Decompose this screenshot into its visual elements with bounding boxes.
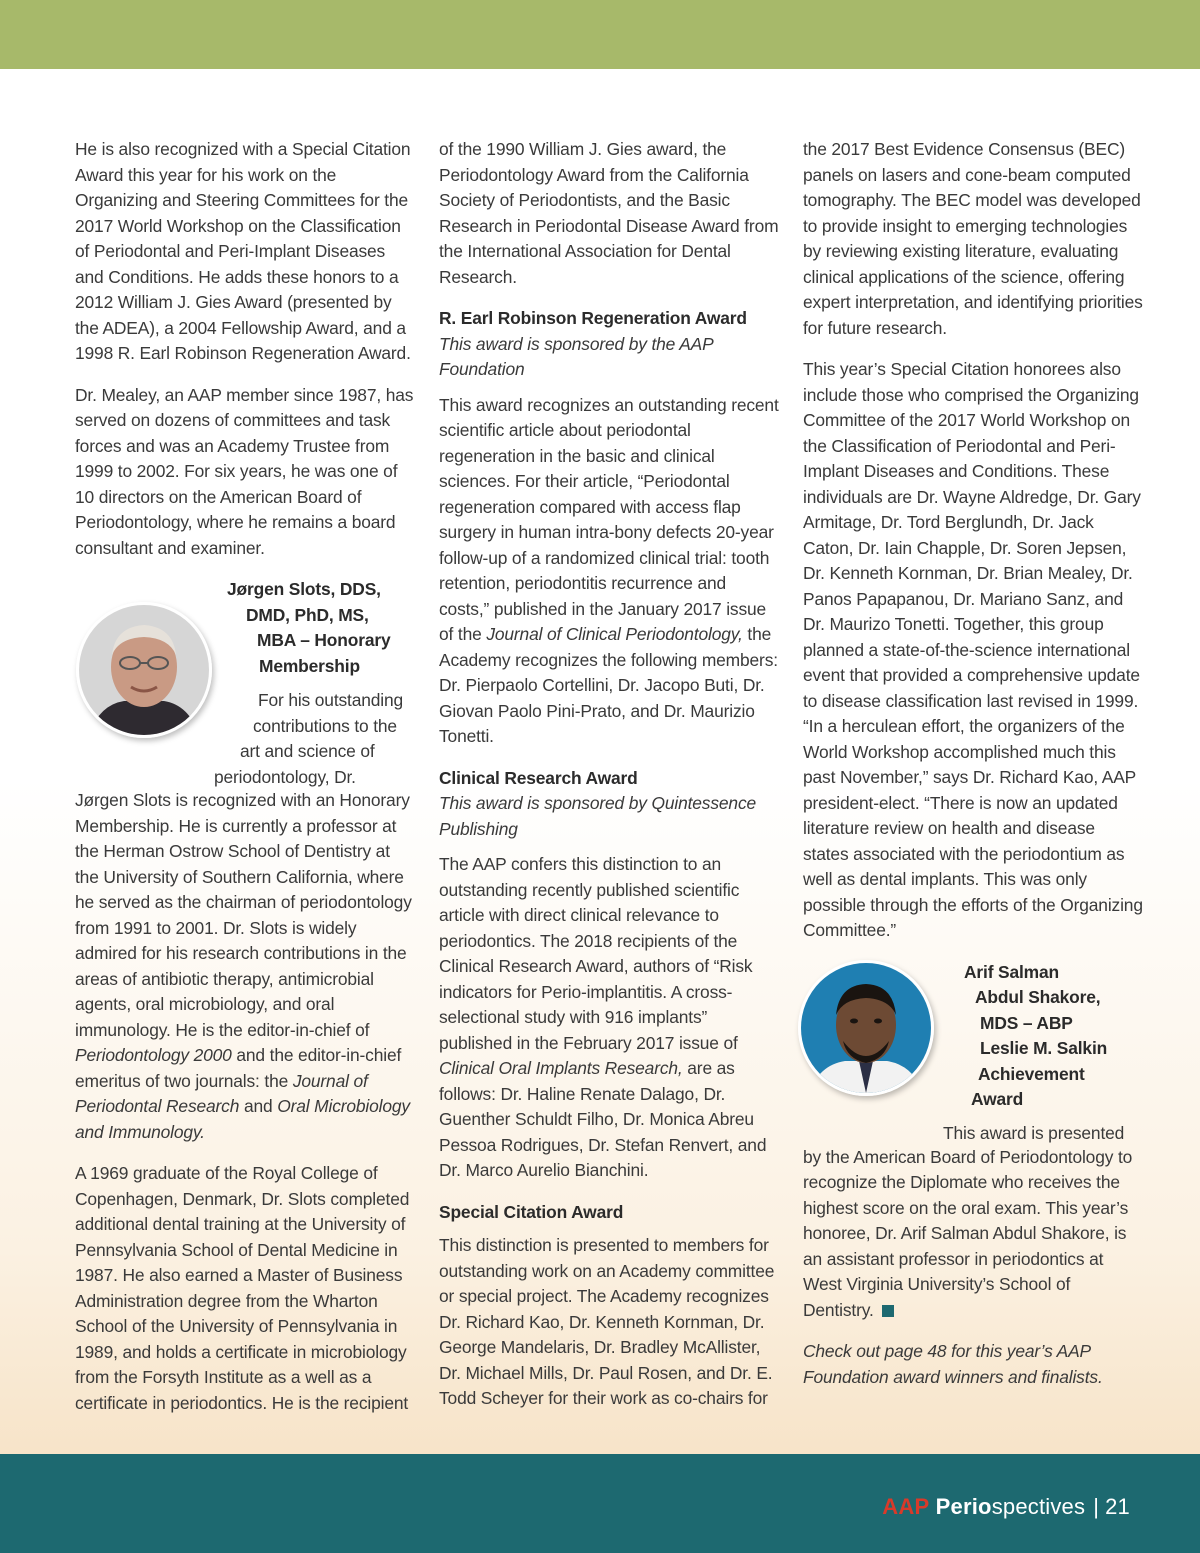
top-color-band	[0, 0, 1200, 69]
column-1	[75, 137, 415, 1432]
slots-award-title-line: Membership	[259, 655, 360, 676]
slots-profile	[75, 577, 415, 788]
slots-intro-line: For his outstanding	[258, 690, 404, 710]
brand-perio: Perio	[935, 1494, 992, 1519]
paragraph: of the 1990 William J. Gies award, the Periodontology Award from the California Society of Periodontists, and the Basic Research in Periodontal Disease Award from the International Association for Dental Research.	[439, 139, 779, 287]
column-3	[803, 137, 1143, 1406]
paragraph: A 1969 graduate of the Royal College of Copenhagen, Denmark, Dr. Slots completed additional dental training at the University of Pennsylvania School of Dental Medicine in 1987. He also earned a Master of Business Administration degree from the Wharton School of the University of Pennsylvania in 1989, and holds a certificate in microbiology from the Forsyth Institute as a well as a certificate in periodontics. He is the recipient	[75, 1163, 410, 1413]
shakore-award-title-line: Abdul Shakore,	[975, 987, 1101, 1007]
section-heading: Special Citation Award	[439, 1201, 624, 1222]
shakore-intro-line: This award is presented	[943, 1122, 1125, 1143]
paragraph: This distinction is presented to members for outstanding work on an Academy committee or special project. The Academy recognizes Dr. Richard Kao, Dr. Kenneth Kornman, Dr. George Mandelaris, Dr. Bradley McAllister, Dr. Michael Mills, Dr. Paul Rosen, and Dr. E. Todd Scheyer for their work as co-chairs for	[439, 1235, 775, 1408]
slots-award-title-line: Jørgen Slots, DDS,	[227, 579, 381, 599]
paragraph: Jørgen Slots is recognized with an Honorary Membership. He is currently a professor at the Herman Ostrow School of Dentistry at the University of Southern California, where he served as the chairman of periodontology from 1991 to 2001. Dr. Slots is widely admired for his research contributions in the areas of antibiotic therapy, antimicrobial agents, oral microbiology, and oral immunology. He is the editor-in-chief of Periodontology 2000 and the editor-in-chief emeritus of two journals: the Journal of Periodontal Research and Oral Microbiology and Immunology.	[75, 790, 412, 1142]
slots-intro-line: periodontology, Dr.	[214, 766, 356, 787]
paragraph: He is also recognized with a Special Citation Award this year for his work on the Organizing and Steering Committees for the 2017 World Workshop on the Classification of Periodontal and Peri-Implant Diseases and Conditions. He adds these honors to a 2012 William J. Gies Award (presented by the ADEA), a 2004 Fellowship Award, and a 1998 R. Earl Robinson Regeneration Award.	[75, 139, 411, 363]
sponsor-line: This award is sponsored by Quintessence Publishing	[439, 793, 757, 839]
slots-award-title-line: DMD, PhD, MS,	[246, 604, 369, 625]
shakore-award-title-line: Leslie M. Salkin	[980, 1038, 1108, 1058]
footer-separator: |	[1093, 1494, 1100, 1519]
shakore-profile	[803, 960, 1143, 1145]
shakore-award-title-line: Achievement	[978, 1063, 1085, 1084]
paragraph: The AAP confers this distinction to an outstanding recently published scientific article with direct clinical relevance to periodontics. The 2018 recipients of the Clinical Research Award, authors of “Risk indicators for Perio-implantitis. A cross-selectional study with 916 implants” published in the February 2017 issue of Clinical Oral Implants Research, are as follows: Dr. Haline Renate Dalago, Dr. Guenther Schuldt Filho, Dr. Monica Abreu Pessoa Rodrigues, Dr. Stefan Renvert, and Dr. Marco Aurelio Bianchini.	[439, 854, 767, 1180]
slots-intro-line: art and science of	[240, 741, 375, 761]
paragraph: the 2017 Best Evidence Consensus (BEC) panels on lasers and cone-beam computed tomography. The BEC model was developed to provide insight to emerging technologies by reviewing existing literature, evaluating clinical applications of the science, offering expert interpretation, and identifying priorities for future research.	[803, 139, 1143, 338]
slots-award-title-line: MBA – Honorary	[257, 630, 391, 650]
column-2	[439, 137, 779, 1428]
footer-publication-info	[882, 1494, 1130, 1520]
paragraph: This year’s Special Citation honorees also include those who comprised the Organizing Committee of the 2017 World Workshop on the Classification of Periodontal and Peri-Implant Diseases and Conditions. These individuals are Dr. Wayne Aldredge, Dr. Gary Armitage, Dr. Tord Berglundh, Dr. Jack Caton, Dr. Iain Chapple, Dr. Soren Jepsen, Dr. Kenneth Kornman, Dr. Brian Mealey, Dr. Panos Papapanou, Dr. Mariano Sanz, and Dr. Maurizo Tonetti. Together, this group planned a state-of-the-science international event that provided a comprehensive update to disease classification last revised in 1999. “In a herculean effort, the organizers of the World Workshop accomplished much this past November,” says Dr. Richard Kao, AAP president-elect. “There is now an updated literature review on health and disease states associated with the periodontium as well as dental implants. This was only possible through the efforts of the Organizing Committee.”	[803, 359, 1143, 940]
section-heading: R. Earl Robinson Regeneration Award	[439, 308, 747, 328]
slots-intro-line: contributions to the	[253, 715, 397, 736]
page-number: 21	[1105, 1494, 1130, 1519]
brand-spectives: spectives	[991, 1494, 1086, 1519]
shakore-award-title-line: Award	[971, 1089, 1024, 1109]
shakore-award-title-line: Arif Salman	[964, 961, 1059, 982]
paragraph: Dr. Mealey, an AAP member since 1987, has served on dozens of committees and task forces and was an Academy Trustee from 1999 to 2002. For six years, he was one of 10 directors on the American Board of Periodontology, where he remains a board consultant and examiner.	[75, 384, 414, 558]
promo-note: Check out page 48 for this year’s AAP Foundation award winners and finalists.	[803, 1341, 1103, 1387]
section-heading: Clinical Research Award	[439, 767, 638, 788]
brand-aap: AAP	[882, 1494, 930, 1519]
end-of-article-square-icon	[882, 1305, 894, 1317]
slots-portrait-photo	[76, 602, 212, 738]
sponsor-line: This award is sponsored by the AAP Foundation	[439, 333, 713, 379]
shakore-portrait-photo	[798, 960, 934, 1096]
paragraph: by the American Board of Periodontology to recognize the Diplomate who receives the highest score on the oral exam. This year’s honoree, Dr. Arif Salman Abdul Shakore, is an assistant professor in periodontics at West Virginia University’s School of Dentistry.	[803, 1146, 1133, 1320]
paragraph: This award recognizes an outstanding recent scientific article about periodontal regeneration in the basic and clinical sciences. For their article, “Periodontal regeneration compared with access flap surgery in human intra-bony defects 20-year follow-up of a randomized clinical trial: tooth retention, periodontitis recurrence and costs,” published in the January 2017 issue of the Journal of Clinical Periodontology, the Academy recognizes the following members: Dr. Pierpaolo Cortellini, Dr. Jacopo Buti, Dr. Giovan Paolo Pini-Prato, and Dr. Maurizio Tonetti.	[439, 394, 779, 746]
shakore-award-title-line: MDS – ABP	[980, 1012, 1073, 1033]
